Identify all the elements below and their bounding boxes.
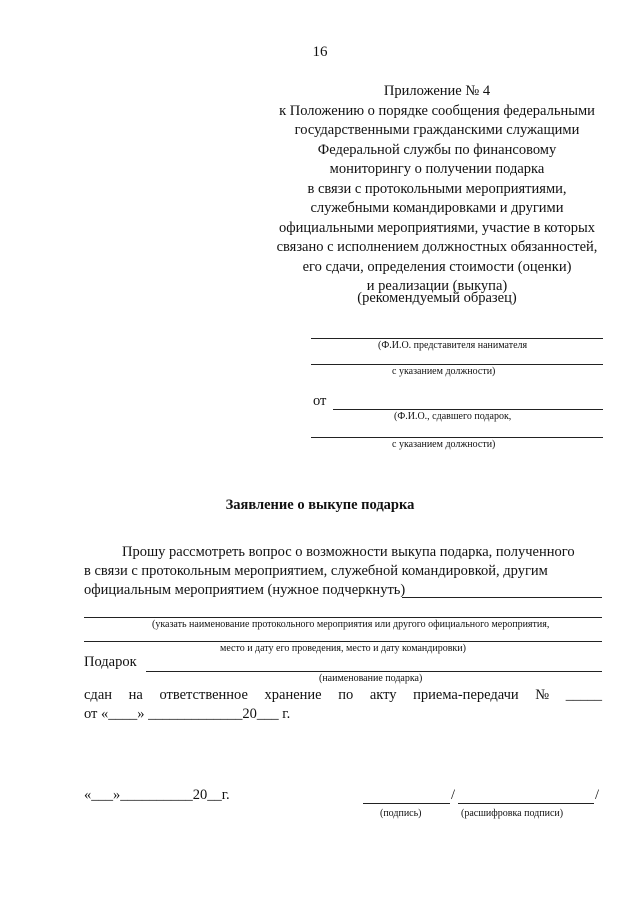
storage-word: ответственное — [159, 687, 248, 703]
annex-line: государственными гражданскими служащими — [294, 122, 580, 138]
storage-word: приема-передачи — [413, 687, 519, 703]
storage-word: сдан — [84, 687, 113, 703]
sample-note: (рекомендуемый образец) — [357, 290, 517, 306]
annex-line: официальными мероприятиями, участие в которых — [279, 219, 595, 236]
signature-decoding-field[interactable] — [458, 803, 594, 804]
storage-word: по — [338, 687, 354, 703]
employer-name-field[interactable] — [311, 338, 603, 339]
annex-line: к Положению о порядке сообщения федеральными — [279, 102, 595, 119]
storage-word: хранение — [264, 687, 322, 703]
annex-line: мониторингу о получении подарка — [329, 161, 545, 177]
event-name-field[interactable] — [84, 617, 602, 618]
annex-line: и реализации (выкупа) — [366, 278, 508, 294]
signature-end-slash: / — [595, 787, 600, 803]
annex-line: связано с исполнением должностных обязанностей, — [276, 239, 598, 255]
act-date-line[interactable]: от «____» _____________20___ г. — [84, 706, 291, 722]
employer-caption: (Ф.И.О. представителя нанимателя — [378, 340, 528, 351]
event-inline-field[interactable] — [402, 597, 602, 598]
sender-position-field[interactable] — [311, 437, 603, 438]
body-line-1: Прошу рассмотреть вопрос о возможности выкупа подарка, полученного — [122, 544, 575, 560]
storage-line — [84, 687, 602, 704]
storage-word: акту — [369, 687, 397, 703]
employer-position-caption: с указанием должности) — [392, 366, 496, 377]
annex-line: Федеральной службы по финансовому — [317, 141, 557, 158]
storage-word: № — [535, 687, 550, 703]
act-number-field[interactable]: _____ — [565, 687, 602, 703]
gift-label: Подарок — [84, 654, 137, 670]
from-label: от — [313, 393, 327, 409]
event-caption-2: место и дату его проведения, место и дату командировки) — [220, 643, 466, 654]
gift-name-field[interactable] — [146, 671, 602, 672]
annex-line: Приложение № 4 — [383, 83, 491, 99]
body-line-2: в связи с протокольным мероприятием, служебной командировкой, другим — [84, 563, 548, 579]
decoding-caption: (расшифровка подписи) — [461, 808, 564, 819]
annex-heading — [262, 82, 612, 297]
annex-line: служебными командировками и другими — [310, 200, 564, 216]
sender-position-caption: с указанием должности) — [392, 439, 496, 450]
gift-caption: (наименование подарка) — [319, 673, 423, 684]
sender-name-field[interactable] — [333, 409, 603, 410]
storage-word: на — [128, 687, 143, 703]
event-caption-1: (указать наименование протокольного мероприятия или другого официального мероприятия, — [152, 619, 550, 630]
statement-title: Заявление о выкупе подарка — [225, 497, 415, 513]
employer-position-field[interactable] — [311, 364, 603, 365]
annex-line: его сдачи, определения стоимости (оценки) — [302, 258, 572, 275]
signature-caption: (подпись) — [380, 808, 422, 819]
signature-field[interactable] — [363, 803, 450, 804]
signature-date[interactable]: «___»__________20__г. — [84, 787, 230, 803]
annex-line: в связи с протокольными мероприятиями, — [307, 180, 567, 197]
body-line-3: официальным мероприятием (нужное подчеркнуть) — [84, 582, 406, 598]
signature-separator: / — [451, 787, 456, 803]
sender-caption: (Ф.И.О., сдавшего подарок, — [394, 411, 512, 422]
event-place-field[interactable] — [84, 641, 602, 642]
page-number: 16 — [312, 44, 328, 60]
